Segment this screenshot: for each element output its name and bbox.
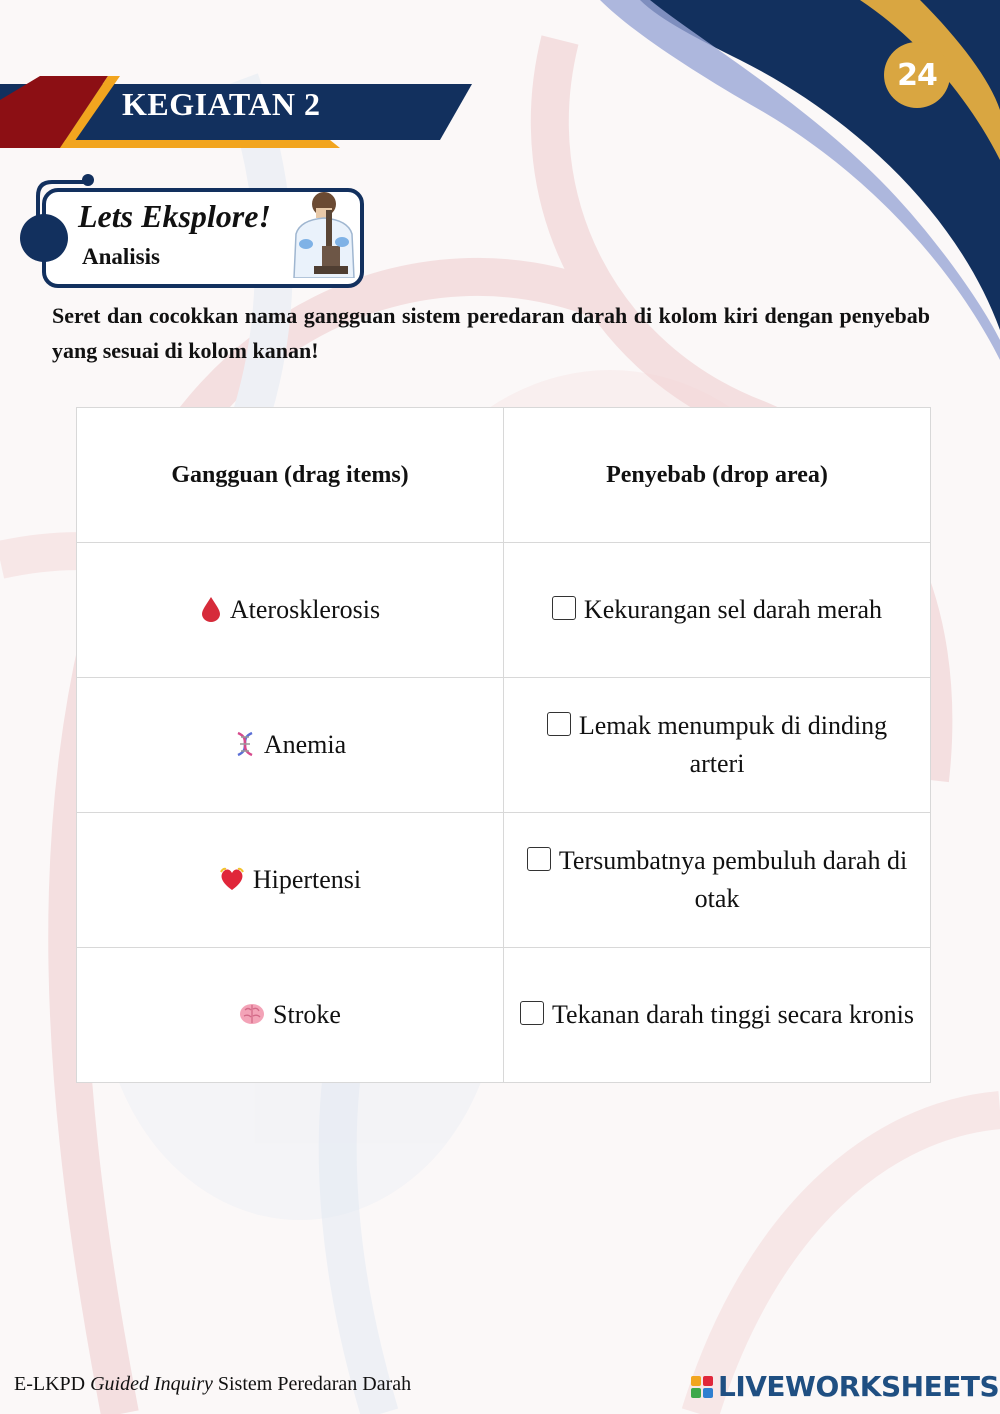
footer-suffix: Sistem Peredaran Darah (217, 1373, 412, 1395)
explore-subtitle: Analisis (82, 244, 160, 269)
table-header-row (77, 408, 931, 543)
liveworksheets-brand[interactable] (690, 1370, 999, 1403)
scientist-microscope-icon (286, 186, 360, 278)
drop-area-2[interactable] (504, 678, 931, 813)
activity-banner (0, 0, 480, 160)
footer-italic: Guided Inquiry (90, 1373, 213, 1395)
footer-caption (14, 1373, 411, 1396)
drag-item-label: Aterosklerosis (229, 595, 381, 624)
table-row (77, 678, 931, 813)
drop-checkbox[interactable] (547, 712, 571, 736)
brand-text: LIVEWORKSHEETS (718, 1370, 1000, 1403)
blood-drop-icon (200, 596, 222, 622)
drop-checkbox[interactable] (520, 1001, 544, 1025)
drag-item-label: Stroke (273, 1000, 341, 1029)
brain-icon (239, 1001, 265, 1027)
heart-icon (219, 866, 245, 892)
drop-area-1[interactable] (504, 543, 931, 678)
explore-title: Lets Eksplore! (78, 198, 271, 234)
cause-label: Tersumbatnya pembuluh darah di otak (558, 846, 908, 913)
cause-label: Lemak menumpuk di dinding arteri (578, 711, 888, 778)
cause-label: Kekurangan sel darah merah (583, 595, 883, 624)
instruction-text: Seret dan cocokkan nama gangguan sistem peredaran darah di kolom kiri dengan penyebab yang sesuai di kolom kanan! (52, 303, 930, 363)
matching-table (76, 407, 931, 1083)
drag-item-stroke[interactable] (77, 948, 504, 1083)
drag-item-hipertensi[interactable] (77, 813, 504, 948)
drag-item-anemia[interactable] (77, 678, 504, 813)
drag-item-aterosklerosis[interactable] (77, 543, 504, 678)
table-row (77, 543, 931, 678)
cause-label: Tekanan darah tinggi secara kronis (551, 1000, 915, 1029)
drop-checkbox[interactable] (552, 596, 576, 620)
page-number-badge: 24 (884, 42, 950, 108)
drop-area-3[interactable] (504, 813, 931, 948)
table-row (77, 948, 931, 1083)
column-header-penyebab: Penyebab (drop area) (504, 408, 931, 543)
column-header-gangguan: Gangguan (drag items) (77, 408, 504, 543)
activity-title: KEGIATAN 2 (122, 86, 321, 122)
drag-item-label: Hipertensi (252, 865, 362, 894)
drag-item-label: Anemia (263, 730, 347, 759)
drop-checkbox[interactable] (527, 847, 551, 871)
drop-area-4[interactable] (504, 948, 931, 1083)
footer-prefix: E-LKPD (14, 1373, 86, 1395)
table-row (77, 813, 931, 948)
liveworksheets-logo-icon (690, 1375, 714, 1399)
dna-icon (234, 731, 256, 757)
